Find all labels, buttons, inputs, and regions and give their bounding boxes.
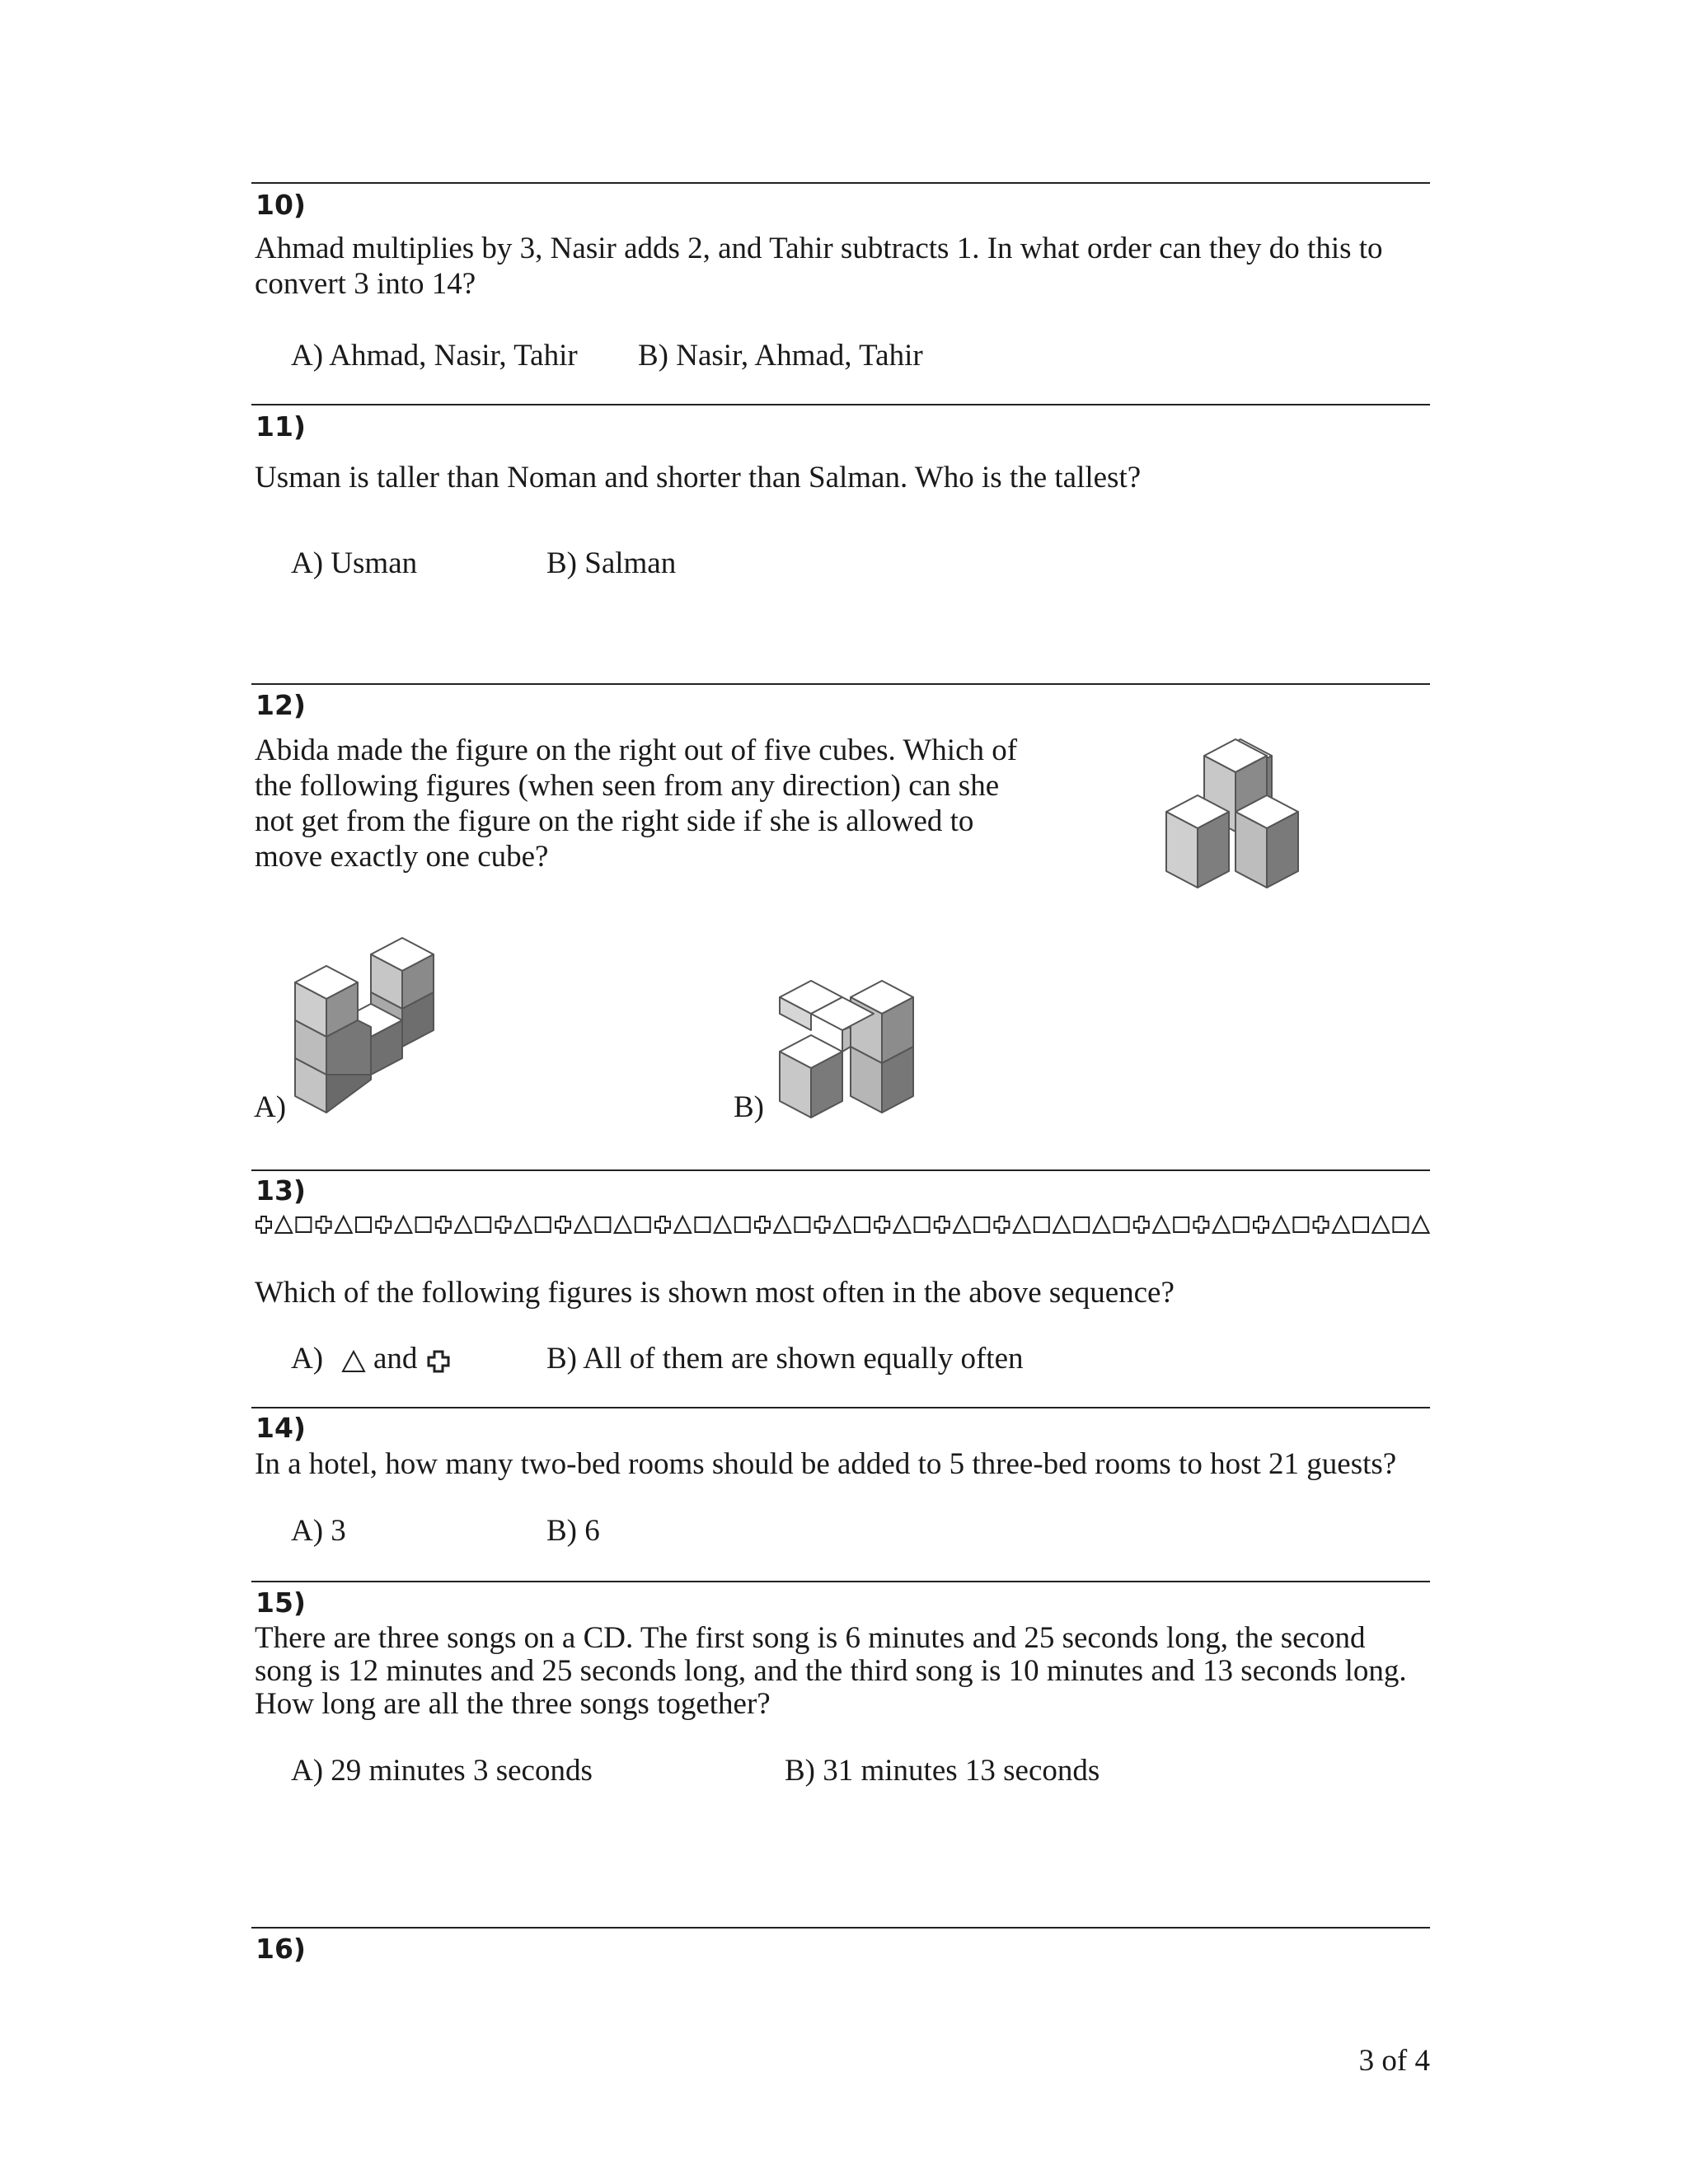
sequence-square-icon <box>855 1217 870 1232</box>
triangle-icon <box>341 1350 366 1373</box>
sequence-square-icon <box>476 1217 490 1232</box>
question-13-number: 13) <box>256 1174 307 1207</box>
sequence-triangle-icon <box>515 1216 532 1233</box>
sequence-cross-icon <box>874 1216 889 1233</box>
question-14-number: 14) <box>256 1412 307 1444</box>
cross-icon <box>427 1350 450 1373</box>
divider-q13 <box>251 1169 1430 1171</box>
sequence-triangle-icon <box>893 1216 910 1233</box>
question-14-text: In a hotel, how many two-bed rooms should be added to 5 three-bed rooms to host 21 guests? <box>255 1447 1397 1481</box>
divider-q12 <box>251 683 1430 685</box>
sequence-cross-icon <box>1314 1216 1329 1233</box>
sequence-square-icon <box>695 1217 710 1232</box>
question-15-option-b[interactable]: B) 31 minutes 13 seconds <box>785 1754 1100 1788</box>
sequence-cross-icon <box>376 1216 391 1233</box>
option-b-cubes-figure <box>775 981 931 1121</box>
sequence-triangle-icon <box>1333 1216 1349 1233</box>
question-10-number: 10) <box>256 189 307 221</box>
question-12-number: 12) <box>256 689 307 721</box>
sequence-cross-icon <box>1254 1216 1268 1233</box>
question-13-text: Which of the following figures is shown most often in the above sequence? <box>255 1276 1175 1310</box>
question-14-option-b[interactable]: B) 6 <box>546 1514 600 1548</box>
sequence-triangle-icon <box>774 1216 790 1233</box>
sequence-square-icon <box>635 1217 650 1232</box>
sequence-cross-icon <box>815 1216 830 1233</box>
question-15-text: There are three songs on a CD. The first song is 6 minutes and 25 seconds long, the second song is 12 minutes and 25 seconds long, and the third song is 10 minutes and 13 seconds long. How long are all the three songs together? <box>255 1621 1407 1721</box>
question-15-option-a[interactable]: A) 29 minutes 3 seconds <box>291 1754 593 1788</box>
sequence-triangle-icon <box>674 1216 691 1233</box>
question-10-option-b[interactable]: B) Nasir, Ahmad, Tahir <box>638 339 923 373</box>
sequence-square-icon <box>356 1217 371 1232</box>
sequence-square-icon <box>1074 1217 1089 1232</box>
shape-sequence-row <box>255 1213 1425 1238</box>
divider-q14 <box>251 1407 1430 1408</box>
page-number: 3 of 4 <box>1358 2044 1430 2078</box>
question-12-text: Abida made the figure on the right out of five cubes. Which of the following figures (when seen from any direction) can she not get from the figure on the right side if she is allowed to move exactly one cube? <box>255 733 1018 874</box>
sequence-cross-icon <box>495 1216 510 1233</box>
question-10-text: Ahmad multiplies by 3, Nasir adds 2, and Tahir subtracts 1. In what order can they do this to convert 3 into 14? <box>255 232 1383 301</box>
sequence-triangle-icon <box>1014 1216 1030 1233</box>
sequence-square-icon <box>536 1217 551 1232</box>
divider-q10 <box>251 182 1430 184</box>
sequence-triangle-icon <box>1053 1216 1070 1233</box>
sequence-triangle-icon <box>1372 1216 1389 1233</box>
question-11-number: 11) <box>256 410 307 443</box>
sequence-triangle-icon <box>834 1216 851 1233</box>
sequence-triangle-icon <box>615 1216 631 1233</box>
sequence-square-icon <box>1034 1217 1049 1232</box>
sequence-triangle-icon <box>715 1216 731 1233</box>
sequence-triangle-icon <box>275 1216 292 1233</box>
sequence-triangle-icon <box>1213 1216 1230 1233</box>
sequence-cross-icon <box>316 1216 331 1233</box>
sequence-triangle-icon <box>455 1216 471 1233</box>
sequence-triangle-icon <box>335 1216 352 1233</box>
sequence-cross-icon <box>1134 1216 1149 1233</box>
sequence-triangle-icon <box>1093 1216 1109 1233</box>
sequence-cross-icon <box>655 1216 670 1233</box>
sequence-square-icon <box>1174 1217 1189 1232</box>
sequence-cross-icon <box>935 1216 950 1233</box>
sequence-square-icon <box>735 1217 750 1232</box>
divider-q16 <box>251 1927 1430 1929</box>
sequence-square-icon <box>1234 1217 1249 1232</box>
question-10-option-a[interactable]: A) Ahmad, Nasir, Tahir <box>291 339 578 373</box>
divider-q15 <box>251 1581 1430 1582</box>
sequence-square-icon <box>1393 1217 1408 1232</box>
sequence-cross-icon <box>994 1216 1009 1233</box>
sequence-triangle-icon <box>1413 1216 1429 1233</box>
question-13-option-a-prefix[interactable]: A) <box>291 1342 324 1376</box>
question-11-option-b[interactable]: B) Salman <box>546 546 677 580</box>
sequence-triangle-icon <box>1273 1216 1289 1233</box>
sequence-triangle-icon <box>1153 1216 1170 1233</box>
reference-cubes-figure <box>1158 729 1323 894</box>
sequence-square-icon <box>416 1217 431 1232</box>
sequence-cross-icon <box>755 1216 770 1233</box>
question-12-option-a[interactable]: A) <box>254 1090 287 1124</box>
sequence-triangle-icon <box>395 1216 411 1233</box>
question-12-option-b[interactable]: B) <box>734 1090 764 1124</box>
sequence-cross-icon <box>436 1216 451 1233</box>
question-15-number: 15) <box>256 1586 307 1619</box>
sequence-cross-icon <box>256 1216 271 1233</box>
question-11-option-a[interactable]: A) Usman <box>291 546 418 580</box>
sequence-triangle-icon <box>954 1216 970 1233</box>
sequence-square-icon <box>1114 1217 1129 1232</box>
sequence-square-icon <box>296 1217 311 1232</box>
question-14-option-a[interactable]: A) 3 <box>291 1514 346 1548</box>
sequence-cross-icon <box>556 1216 570 1233</box>
sequence-triangle-icon <box>574 1216 591 1233</box>
divider-q11 <box>251 404 1430 405</box>
sequence-square-icon <box>1293 1217 1308 1232</box>
sequence-cross-icon <box>1193 1216 1208 1233</box>
sequence-square-icon <box>595 1217 610 1232</box>
question-13-option-b[interactable]: B) All of them are shown equally often <box>546 1342 1024 1376</box>
question-11-text: Usman is taller than Noman and shorter than Salman. Who is the tallest? <box>255 461 1142 494</box>
sequence-square-icon <box>1353 1217 1368 1232</box>
sequence-square-icon <box>974 1217 989 1232</box>
question-16-number: 16) <box>256 1933 307 1965</box>
question-13-option-a-and: and <box>373 1342 418 1376</box>
sequence-square-icon <box>795 1217 809 1232</box>
option-a-cubes-figure <box>295 938 452 1119</box>
sequence-square-icon <box>915 1217 930 1232</box>
shape-sequence <box>255 1213 1425 1238</box>
